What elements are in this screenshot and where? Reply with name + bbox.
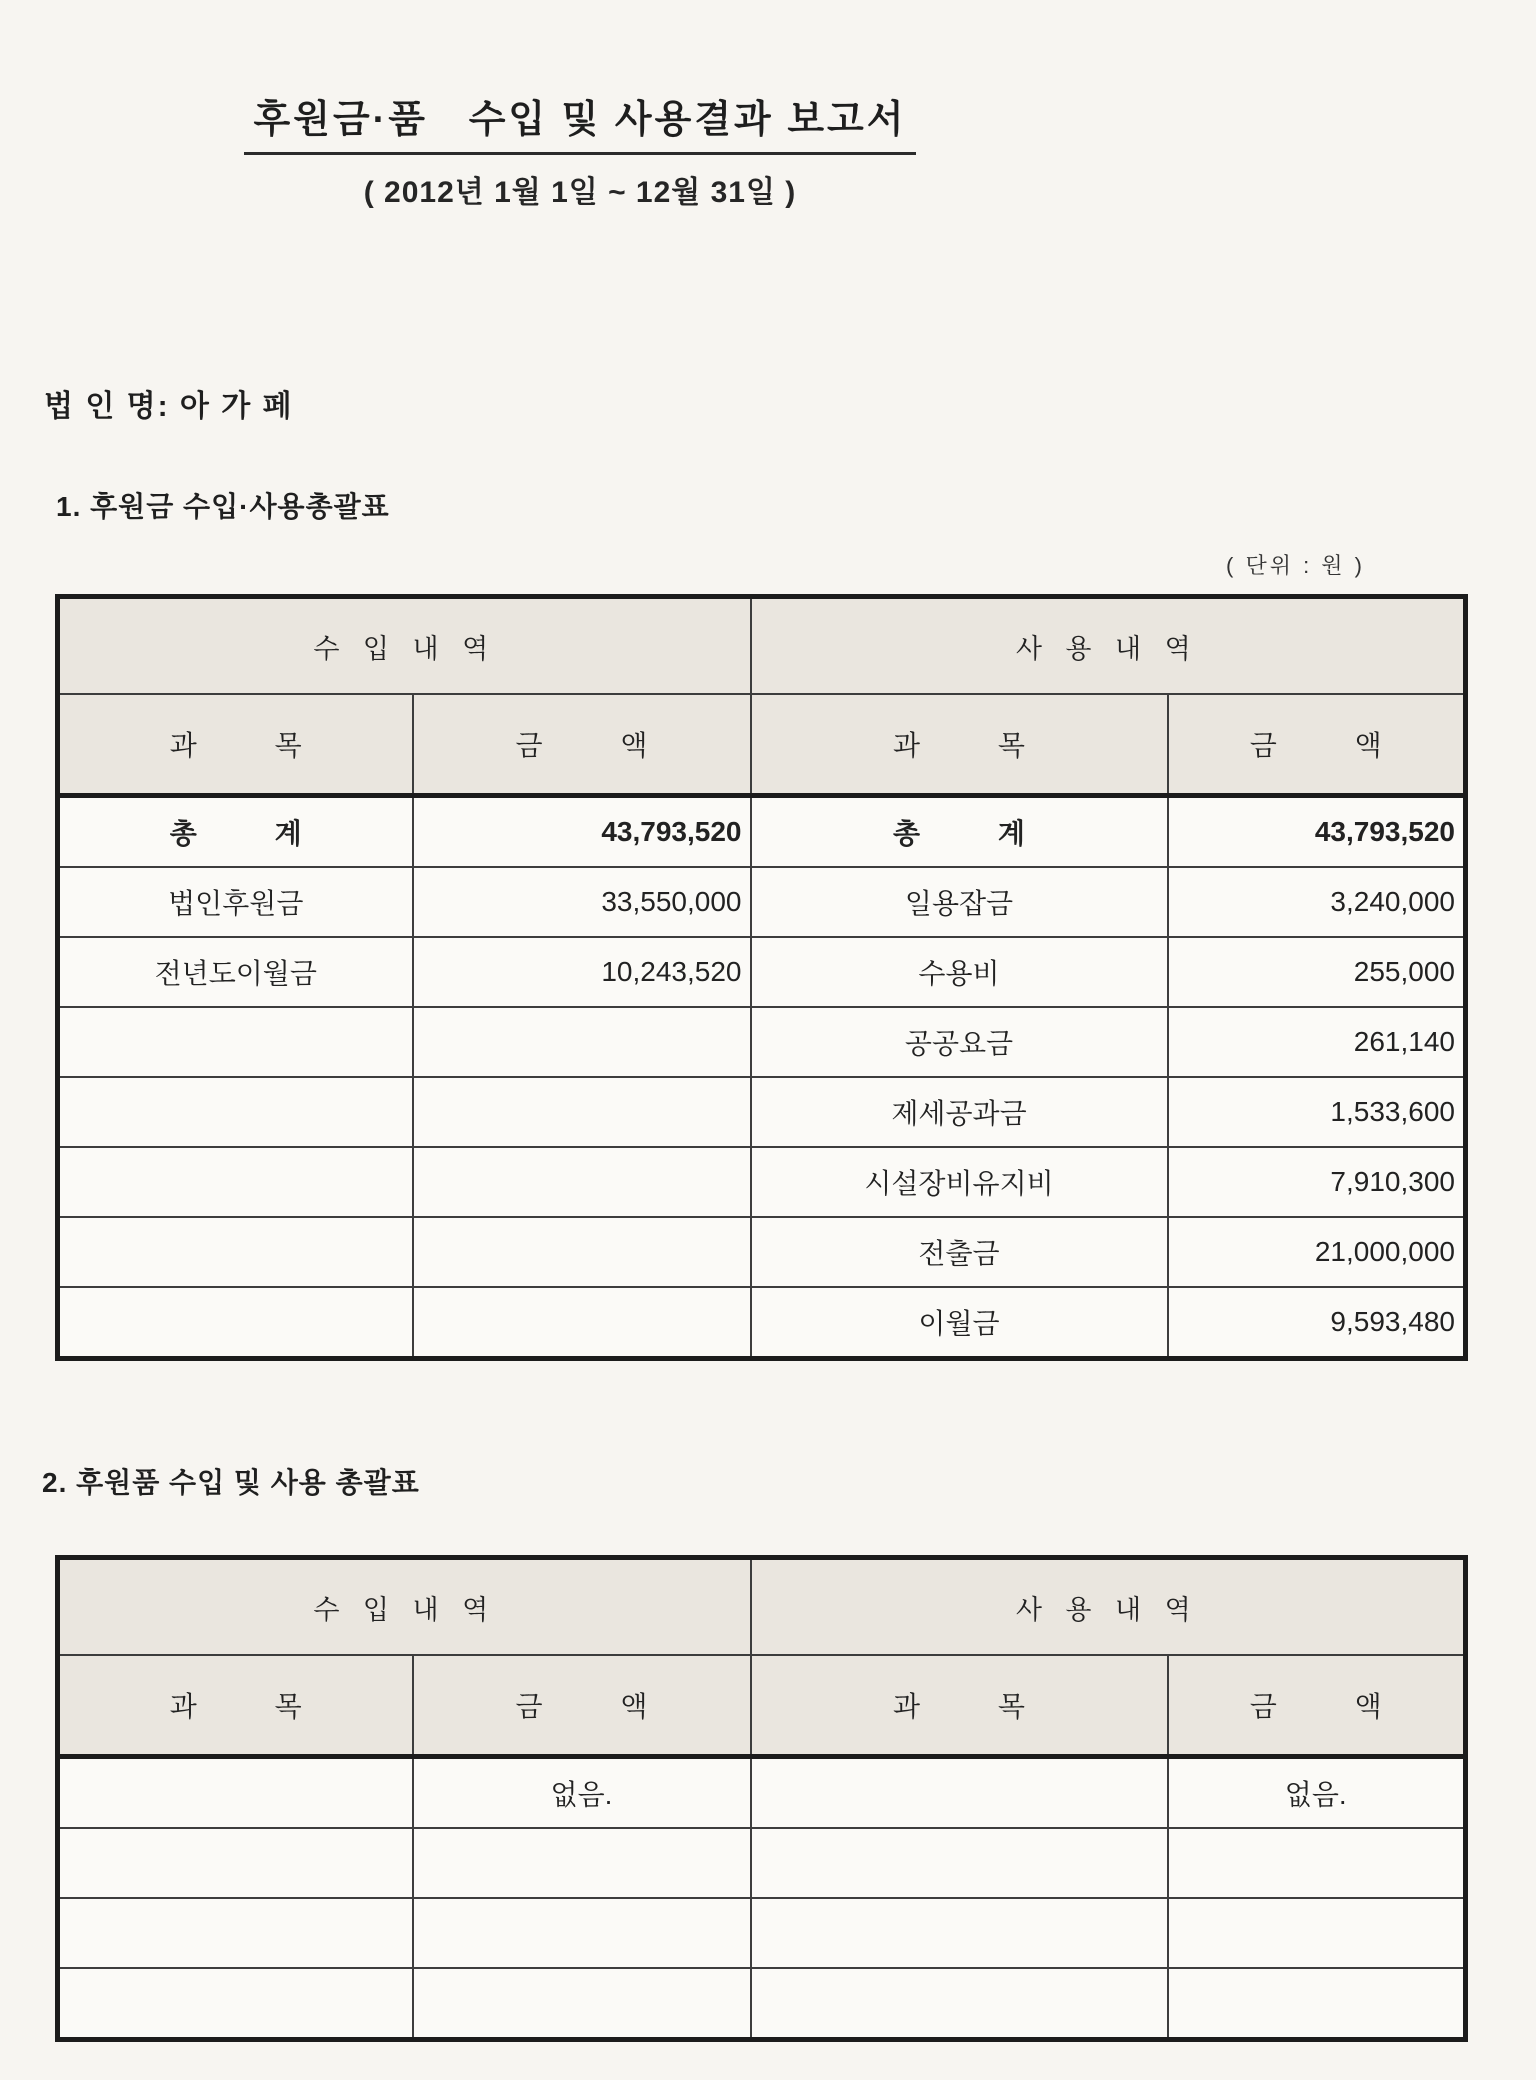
amount-cell: 7,910,300	[1168, 1147, 1466, 1217]
donation-goods-table	[55, 1555, 1468, 2042]
usage-group-header: 사 용 내 역	[751, 1558, 1466, 1656]
category-cell: 총 계	[751, 796, 1168, 868]
amount-cell: 43,793,520	[1168, 796, 1466, 868]
amount-cell	[1168, 1968, 1466, 2040]
table-row-none	[58, 1757, 1466, 1829]
title-block	[0, 0, 1160, 155]
category-cell: 공공요금	[751, 1007, 1168, 1077]
category-cell: 일용잡금	[751, 867, 1168, 937]
amount-cell	[413, 1828, 751, 1898]
amount-cell-none: 없음.	[413, 1757, 751, 1829]
category-cell: 수용비	[751, 937, 1168, 1007]
amount-cell	[1168, 1898, 1466, 1968]
category-cell: 제세공과금	[751, 1077, 1168, 1147]
amount-cell	[413, 1217, 751, 1287]
table-row	[58, 1217, 1466, 1287]
category-header: 과 목	[58, 1655, 413, 1757]
amount-cell: 261,140	[1168, 1007, 1466, 1077]
amount-cell	[413, 1968, 751, 2040]
income-group-header: 수 입 내 역	[58, 1558, 751, 1656]
category-cell	[58, 1757, 413, 1829]
category-cell	[58, 1968, 413, 2040]
table-row	[58, 867, 1466, 937]
table-row	[58, 1898, 1466, 1968]
table-row	[58, 1968, 1466, 2040]
category-cell	[58, 1077, 413, 1147]
amount-header: 금 액	[413, 694, 751, 796]
section-2-heading: 2. 후원품 수입 및 사용 총괄표	[42, 1467, 420, 1498]
category-cell	[58, 1287, 413, 1359]
amount-cell	[413, 1147, 751, 1217]
amount-cell: 255,000	[1168, 937, 1466, 1007]
amount-header: 금 액	[1168, 694, 1466, 796]
amount-cell-none: 없음.	[1168, 1757, 1466, 1829]
table-row	[58, 1828, 1466, 1898]
donation-cash-table	[55, 594, 1468, 1361]
category-cell: 이월금	[751, 1287, 1168, 1359]
report-title: 후원금·품 수입 및 사용결과 보고서	[244, 88, 917, 155]
amount-header: 금 액	[413, 1655, 751, 1757]
category-cell	[751, 1898, 1168, 1968]
amount-cell	[1168, 1828, 1466, 1898]
amount-cell: 10,243,520	[413, 937, 751, 1007]
category-cell	[751, 1828, 1168, 1898]
table-row-total	[58, 796, 1466, 868]
table-row	[58, 1007, 1466, 1077]
category-cell: 전년도이월금	[58, 937, 413, 1007]
usage-group-header: 사 용 내 역	[751, 597, 1466, 695]
category-cell: 법인후원금	[58, 867, 413, 937]
unit-note: ( 단위 : 원 )	[1226, 553, 1365, 578]
category-cell: 시설장비유지비	[751, 1147, 1168, 1217]
amount-cell	[413, 1077, 751, 1147]
category-cell	[58, 1007, 413, 1077]
category-header: 과 목	[751, 694, 1168, 796]
table-row	[58, 1287, 1466, 1359]
amount-cell: 33,550,000	[413, 867, 751, 937]
amount-cell	[413, 1898, 751, 1968]
amount-cell: 43,793,520	[413, 796, 751, 868]
column-header-row	[58, 694, 1466, 796]
amount-cell	[413, 1007, 751, 1077]
amount-cell	[413, 1287, 751, 1359]
category-header: 과 목	[751, 1655, 1168, 1757]
corporation-name: 법 인 명: 아 가 페	[44, 390, 294, 423]
category-cell	[58, 1217, 413, 1287]
table-row	[58, 937, 1466, 1007]
category-cell: 전출금	[751, 1217, 1168, 1287]
amount-cell: 21,000,000	[1168, 1217, 1466, 1287]
amount-cell: 3,240,000	[1168, 867, 1466, 937]
category-cell	[58, 1828, 413, 1898]
category-cell	[58, 1147, 413, 1217]
table-row	[58, 1077, 1466, 1147]
category-cell	[58, 1898, 413, 1968]
group-header-row	[58, 1558, 1466, 1656]
amount-header: 금 액	[1168, 1655, 1466, 1757]
amount-cell: 9,593,480	[1168, 1287, 1466, 1359]
report-period: ( 2012년 1월 1일 ~ 12월 31일 )	[363, 176, 797, 209]
column-header-row	[58, 1655, 1466, 1757]
category-cell	[751, 1968, 1168, 2040]
category-header: 과 목	[58, 694, 413, 796]
category-cell: 총 계	[58, 796, 413, 868]
group-header-row	[58, 597, 1466, 695]
category-cell	[751, 1757, 1168, 1829]
table-row	[58, 1147, 1466, 1217]
section-1-heading: 1. 후원금 수입·사용총괄표	[56, 491, 390, 522]
amount-cell: 1,533,600	[1168, 1077, 1466, 1147]
income-group-header: 수 입 내 역	[58, 597, 751, 695]
